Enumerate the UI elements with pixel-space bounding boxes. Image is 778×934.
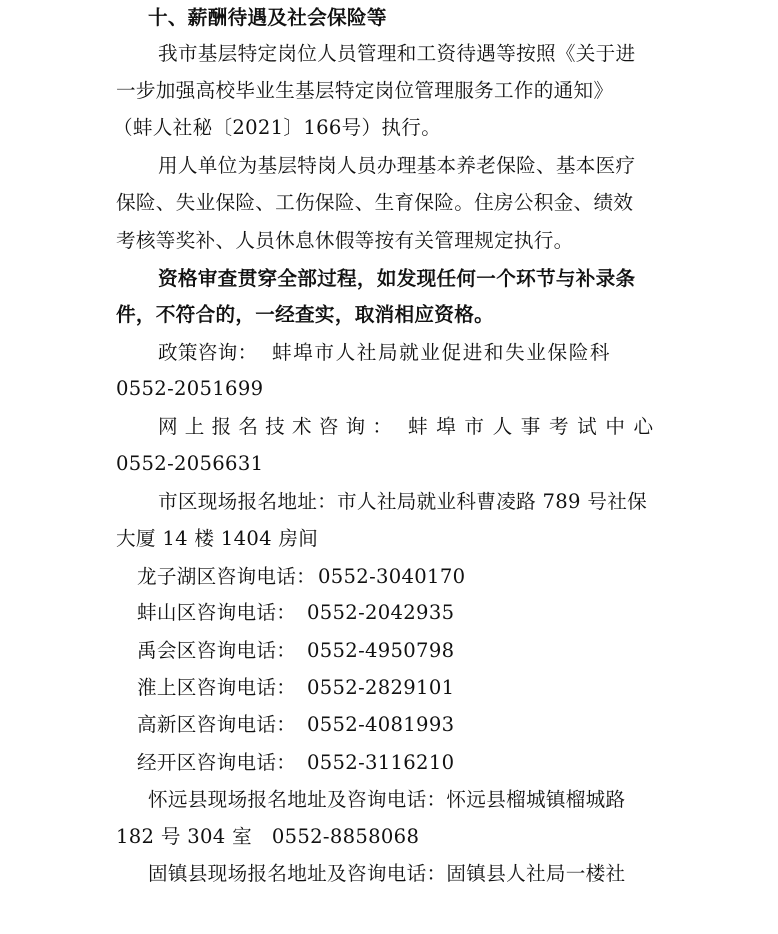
county-contact-text: 固镇县现场报名地址及咨询电话：固镇县人社局一楼社	[148, 862, 626, 885]
contact-value: 蚌埠市人事考试中心	[408, 415, 662, 438]
paragraph-text: 件，不符合的，一经查实，取消相应资格。	[116, 303, 494, 326]
county-contact-line	[0, 862, 778, 934]
district-name: 禹会区咨询电话：	[137, 639, 297, 662]
district-name: 经开区咨询电话：	[137, 751, 297, 774]
paragraph-text: 用人单位为基层特岗人员办理基本养老保险、基本医疗	[158, 154, 636, 177]
phone-number: 0552-4950798	[307, 639, 455, 662]
phone-number: 0552-2056631	[116, 452, 264, 475]
district-name: 龙子湖区咨询电话：	[137, 565, 317, 588]
paragraph-text: 我市基层特定岗位人员管理和工资待遇等按照《关于进	[158, 42, 636, 65]
paragraph-text: 考核等奖补、人员休息休假等按有关管理规定执行。	[116, 229, 574, 252]
phone-number: 0552-2829101	[307, 676, 455, 699]
district-name: 蚌山区咨询电话：	[137, 601, 297, 624]
contact-value: 蚌埠市人社局就业促进和失业保险科	[272, 341, 612, 364]
address-text: 市区现场报名地址：市人社局就业科曹凌路 789 号社保	[158, 490, 648, 513]
county-contact-text: 182 号 304 室 0552-8858068	[116, 825, 420, 848]
contact-label: 网上报名技术咨询：	[158, 415, 400, 438]
phone-number: 0552-4081993	[307, 713, 455, 736]
phone-number: 0552-2042935	[307, 601, 455, 624]
address-text: 大厦 14 楼 1404 房间	[116, 527, 319, 550]
contact-label: 政策咨询：	[158, 341, 258, 364]
phone-number: 0552-3040170	[318, 565, 466, 588]
phone-number: 0552-2051699	[116, 377, 264, 400]
paragraph-text: （蚌人社秘〔2021〕166号）执行。	[113, 116, 442, 139]
county-contact-text: 怀远县现场报名地址及咨询电话：怀远县榴城镇榴城路	[148, 788, 626, 811]
paragraph-text: 一步加强高校毕业生基层特定岗位管理服务工作的通知》	[116, 79, 614, 102]
district-name: 淮上区咨询电话：	[137, 676, 297, 699]
paragraph-text: 资格审查贯穿全部过程，如发现任何一个环节与补录条	[158, 267, 636, 290]
section-heading-text: 十、薪酬待遇及社会保险等	[148, 6, 387, 29]
district-name: 高新区咨询电话：	[137, 713, 297, 736]
paragraph-text: 保险、失业保险、工伤保险、生育保险。住房公积金、绩效	[116, 191, 634, 214]
phone-number: 0552-3116210	[307, 751, 455, 774]
